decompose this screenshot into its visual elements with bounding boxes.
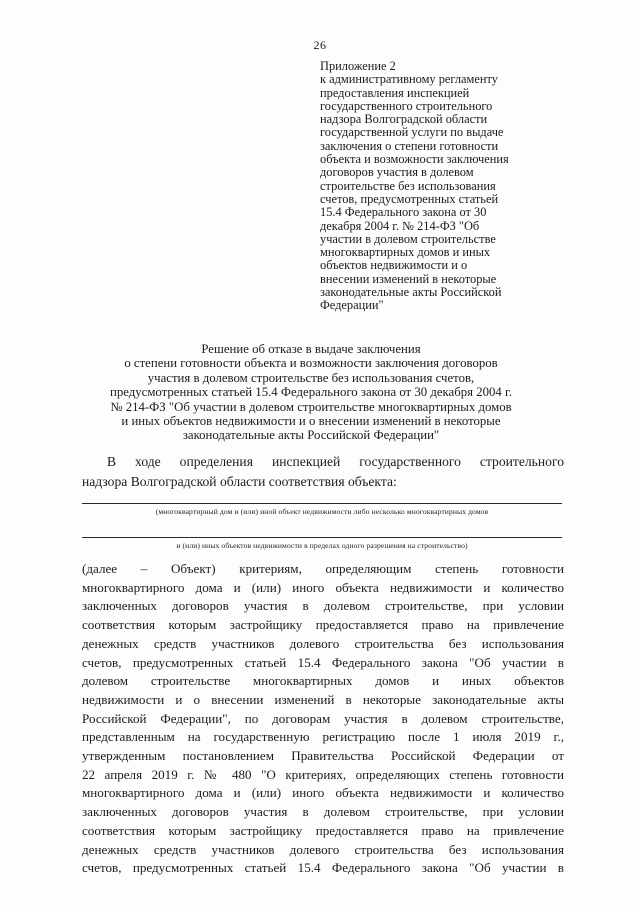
body-line: Российской Федерации", по договорам участия в долевом строительстве, xyxy=(82,710,564,726)
body-line: соответствия которым застройщику предоставляется право на привлечение xyxy=(82,822,564,838)
title-line: о степени готовности объекта и возможности заключения договоров xyxy=(124,356,498,371)
body-line: представленным на государственную регистрацию после 1 июля 2019 г., xyxy=(82,729,564,745)
appendix-line: Федерации" xyxy=(320,298,384,313)
title-line: участия в долевом строительстве без использования счетов, xyxy=(147,370,475,385)
body-line: счетов, предусмотренных статьей 15.4 Федерального закона "Об участии в xyxy=(82,654,564,670)
body-paragraph xyxy=(82,560,564,878)
appendix-line: государственного строительного xyxy=(320,98,493,113)
page-number: 26 xyxy=(313,38,327,52)
body-line: (далее – Объект) критериям, определяющим степень готовности xyxy=(82,561,564,576)
title-line: № 214-ФЗ "Об участии в долевом строительстве многоквартирных домов xyxy=(110,399,512,414)
appendix-line: государственной услуги по выдаче xyxy=(320,125,504,140)
fill-line xyxy=(82,537,562,538)
body-line: недвижимости и о внесении изменений в некоторые законодательные акты xyxy=(82,691,564,707)
body-line: денежных средств участников долевого строительства без использования xyxy=(82,841,564,857)
document-title xyxy=(60,342,562,443)
body-line: многоквартирного дома и (или) иного объекта недвижимости и количество xyxy=(82,579,564,595)
fill-hint: (многоквартирный дом и (или) иной объект недвижимости либо несколько многоквартирных домов xyxy=(155,507,489,516)
appendix-line: 15.4 Федерального закона от 30 xyxy=(320,205,487,220)
body-line: утвержденным постановлением Правительства Российской Федерации от xyxy=(82,748,564,764)
title-line: предусмотренных статьей 15.4 Федерального закона от 30 декабря 2004 г. xyxy=(109,385,513,400)
body-line: денежных средств участников долевого строительства без использования xyxy=(82,635,564,651)
title-line: законодательные акты Российской Федерации" xyxy=(182,428,440,443)
intro-paragraph xyxy=(82,452,564,491)
appendix-line: надзора Волгоградской области xyxy=(320,112,488,127)
body-line: соответствия которым застройщику предоставляется право на привлечение xyxy=(82,617,564,633)
appendix-line: декабря 2004 г. № 214-ФЗ "Об xyxy=(320,218,480,233)
fill-hint: и (или) иных объектов недвижимости в пределах одного разрешения на строительство) xyxy=(176,541,468,550)
appendix-line: к административному регламенту xyxy=(320,72,498,87)
object-fill-field xyxy=(82,503,562,516)
appendix-line: строительстве без использования xyxy=(320,178,496,193)
fill-line xyxy=(82,503,562,504)
appendix-line: законодательные акты Российской xyxy=(320,285,502,300)
appendix-line: счетов, предусмотренных статьей xyxy=(320,191,499,206)
body-line: 22 апреля 2019 г. № 480 "О критериях, определяющих степень готовности xyxy=(82,766,564,782)
body-line: счетов, предусмотренных статьей 15.4 Федерального закона "Об участии в xyxy=(82,860,564,876)
body-line: многоквартирного дома и (или) иного объекта недвижимости и количество xyxy=(82,785,564,801)
appendix-line: предоставления инспекцией xyxy=(320,85,470,100)
appendix-line: объектов недвижимости и о xyxy=(320,258,468,273)
appendix-line: внесении изменений в некоторые xyxy=(320,271,497,286)
intro-line: надзора Волгоградской области соответствия объекта: xyxy=(82,473,397,489)
appendix-header xyxy=(320,60,560,313)
appendix-line: многоквартирных домов и иных xyxy=(320,245,491,260)
body-line: заключенных договоров участия в долевом строительстве, при условии xyxy=(82,598,564,614)
title-line: и иных объектов недвижимости и о внесении изменений в некоторые xyxy=(121,414,501,429)
intro-line: В ходе определения инспекцией государственного строительного xyxy=(107,454,564,469)
body-line: долевом строительстве многоквартирных домов и иных объектов xyxy=(82,673,564,689)
object-fill-field xyxy=(82,537,562,550)
appendix-line: заключения о степени готовности xyxy=(320,138,499,153)
body-line: заключенных договоров участия в долевом строительстве, при условии xyxy=(82,804,564,820)
appendix-line: участии в долевом строительстве xyxy=(320,231,496,246)
appendix-line: Приложение 2 xyxy=(320,59,396,73)
appendix-line: объекта и возможности заключения xyxy=(320,152,509,167)
appendix-line: договоров участия в долевом xyxy=(320,165,474,180)
title-line: Решение об отказе в выдаче заключения xyxy=(201,342,421,356)
